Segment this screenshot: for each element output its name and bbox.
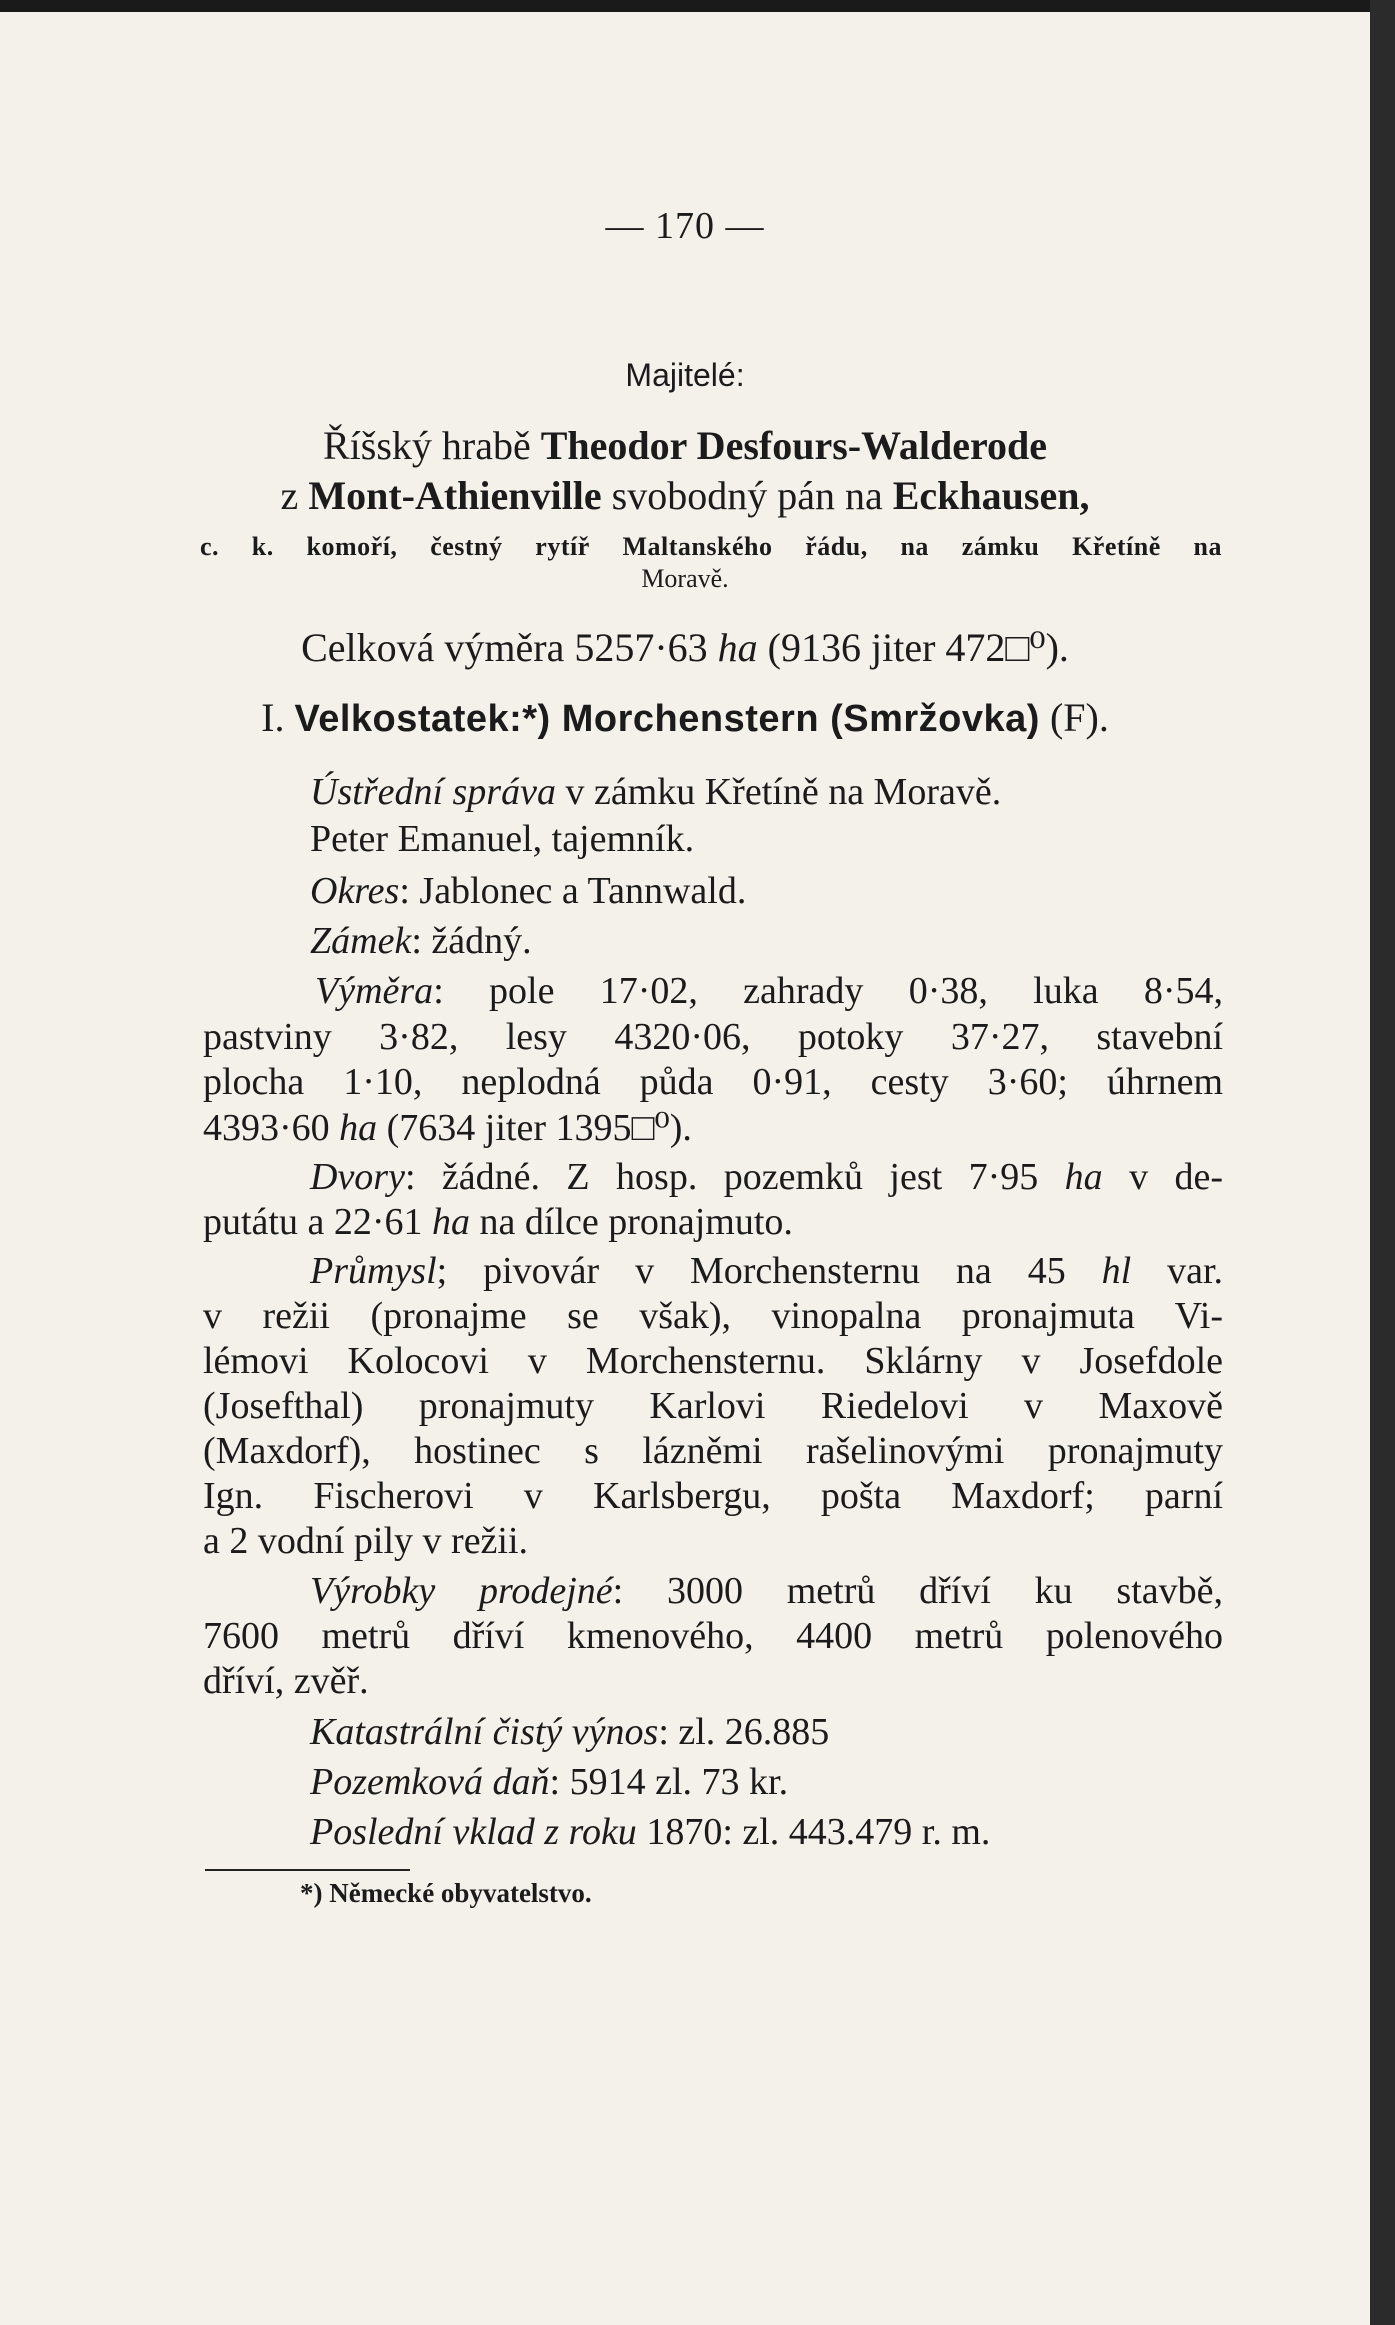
owner-line-3: c. k. komoří, čestný rytíř Maltanského řádu, na zámku Křetíně na xyxy=(200,532,1222,561)
estate-heading: I. Velkostatek:*) Morchenstern (Smržovka) (F). xyxy=(261,695,1109,740)
cadastral-line: Katastrální čistý výnos: zl. 26.885 xyxy=(310,1711,830,1753)
page-edge-shadow xyxy=(1370,0,1395,2325)
district-line: Okres: Jablonec a Tannwald. xyxy=(310,870,747,912)
last-deposit-line: Poslední vklad z roku 1870: zl. 443.479 r. m. xyxy=(310,1811,991,1853)
owner-line-2: z Mont-Athienville svobodný pán na Eckhausen, xyxy=(280,473,1090,518)
owner-line-4: Moravě. xyxy=(641,564,729,593)
page-number: — 170 — xyxy=(605,205,765,247)
owners-heading: Majitelé: xyxy=(625,357,745,393)
secretary-line: Peter Emanuel, tajemník. xyxy=(310,818,695,860)
land-tax-line: Pozemková daň: 5914 zl. 73 kr. xyxy=(310,1761,789,1803)
industry-line-2: v režii (pronajme se však), vinopalna pronajmuta Vi- xyxy=(203,1295,1223,1337)
footnote-rule xyxy=(205,1869,410,1871)
area-line-4: 4393·60 ha (7634 jiter 1395□⁰). xyxy=(203,1107,692,1149)
admin-line: Ústřední správa v zámku Křetíně na Moravě. xyxy=(310,771,1002,813)
owner-line-1: Říšský hrabě Theodor Desfours-Walderode xyxy=(322,423,1048,468)
owner-name: Theodor Desfours-Walderode xyxy=(540,423,1048,468)
area-line-3: plocha 1·10, neplodná půda 0·91, cesty 3·60; úhrnem xyxy=(203,1061,1223,1103)
book-page xyxy=(0,12,1370,2325)
industry-line-1: Průmysl; pivovár v Morchensternu na 45 hl var. xyxy=(310,1250,1223,1292)
farms-line-2: putátu a 22·61 ha na dílce pronajmuto. xyxy=(203,1201,793,1243)
area-line-1: Výměra: pole 17·02, zahrady 0·38, luka 8·54, xyxy=(315,970,1223,1012)
industry-line-5: (Maxdorf), hostinec s lázněmi rašelinovými pronajmuty xyxy=(203,1430,1223,1472)
products-line-1: Výrobky prodejné: 3000 metrů dříví ku stavbě, xyxy=(310,1570,1223,1612)
industry-line-6: Ign. Fischerovi v Karlsbergu, pošta Maxdorf; parní xyxy=(203,1475,1223,1517)
products-line-3: dříví, zvěř. xyxy=(203,1660,369,1702)
castle-line: Zámek: žádný. xyxy=(310,920,532,962)
footnote: *) Německé obyvatelstvo. xyxy=(300,1878,592,1908)
farms-line-1: Dvory: žádné. Z hosp. pozemků jest 7·95 ha v de- xyxy=(310,1156,1223,1198)
products-line-2: 7600 metrů dříví kmenového, 4400 metrů polenového xyxy=(203,1615,1223,1657)
industry-line-4: (Josefthal) pronajmuty Karlovi Riedelovi v Maxově xyxy=(203,1385,1223,1427)
industry-line-3: lémovi Kolocovi v Morchensternu. Sklárny v Josefdole xyxy=(203,1340,1223,1382)
industry-line-7: a 2 vodní pily v režii. xyxy=(203,1520,529,1562)
total-area: Celková výměra 5257·63 ha (9136 jiter 472□⁰). xyxy=(301,625,1069,670)
area-line-2: pastviny 3·82, lesy 4320·06, potoky 37·27, stavební xyxy=(203,1016,1223,1058)
